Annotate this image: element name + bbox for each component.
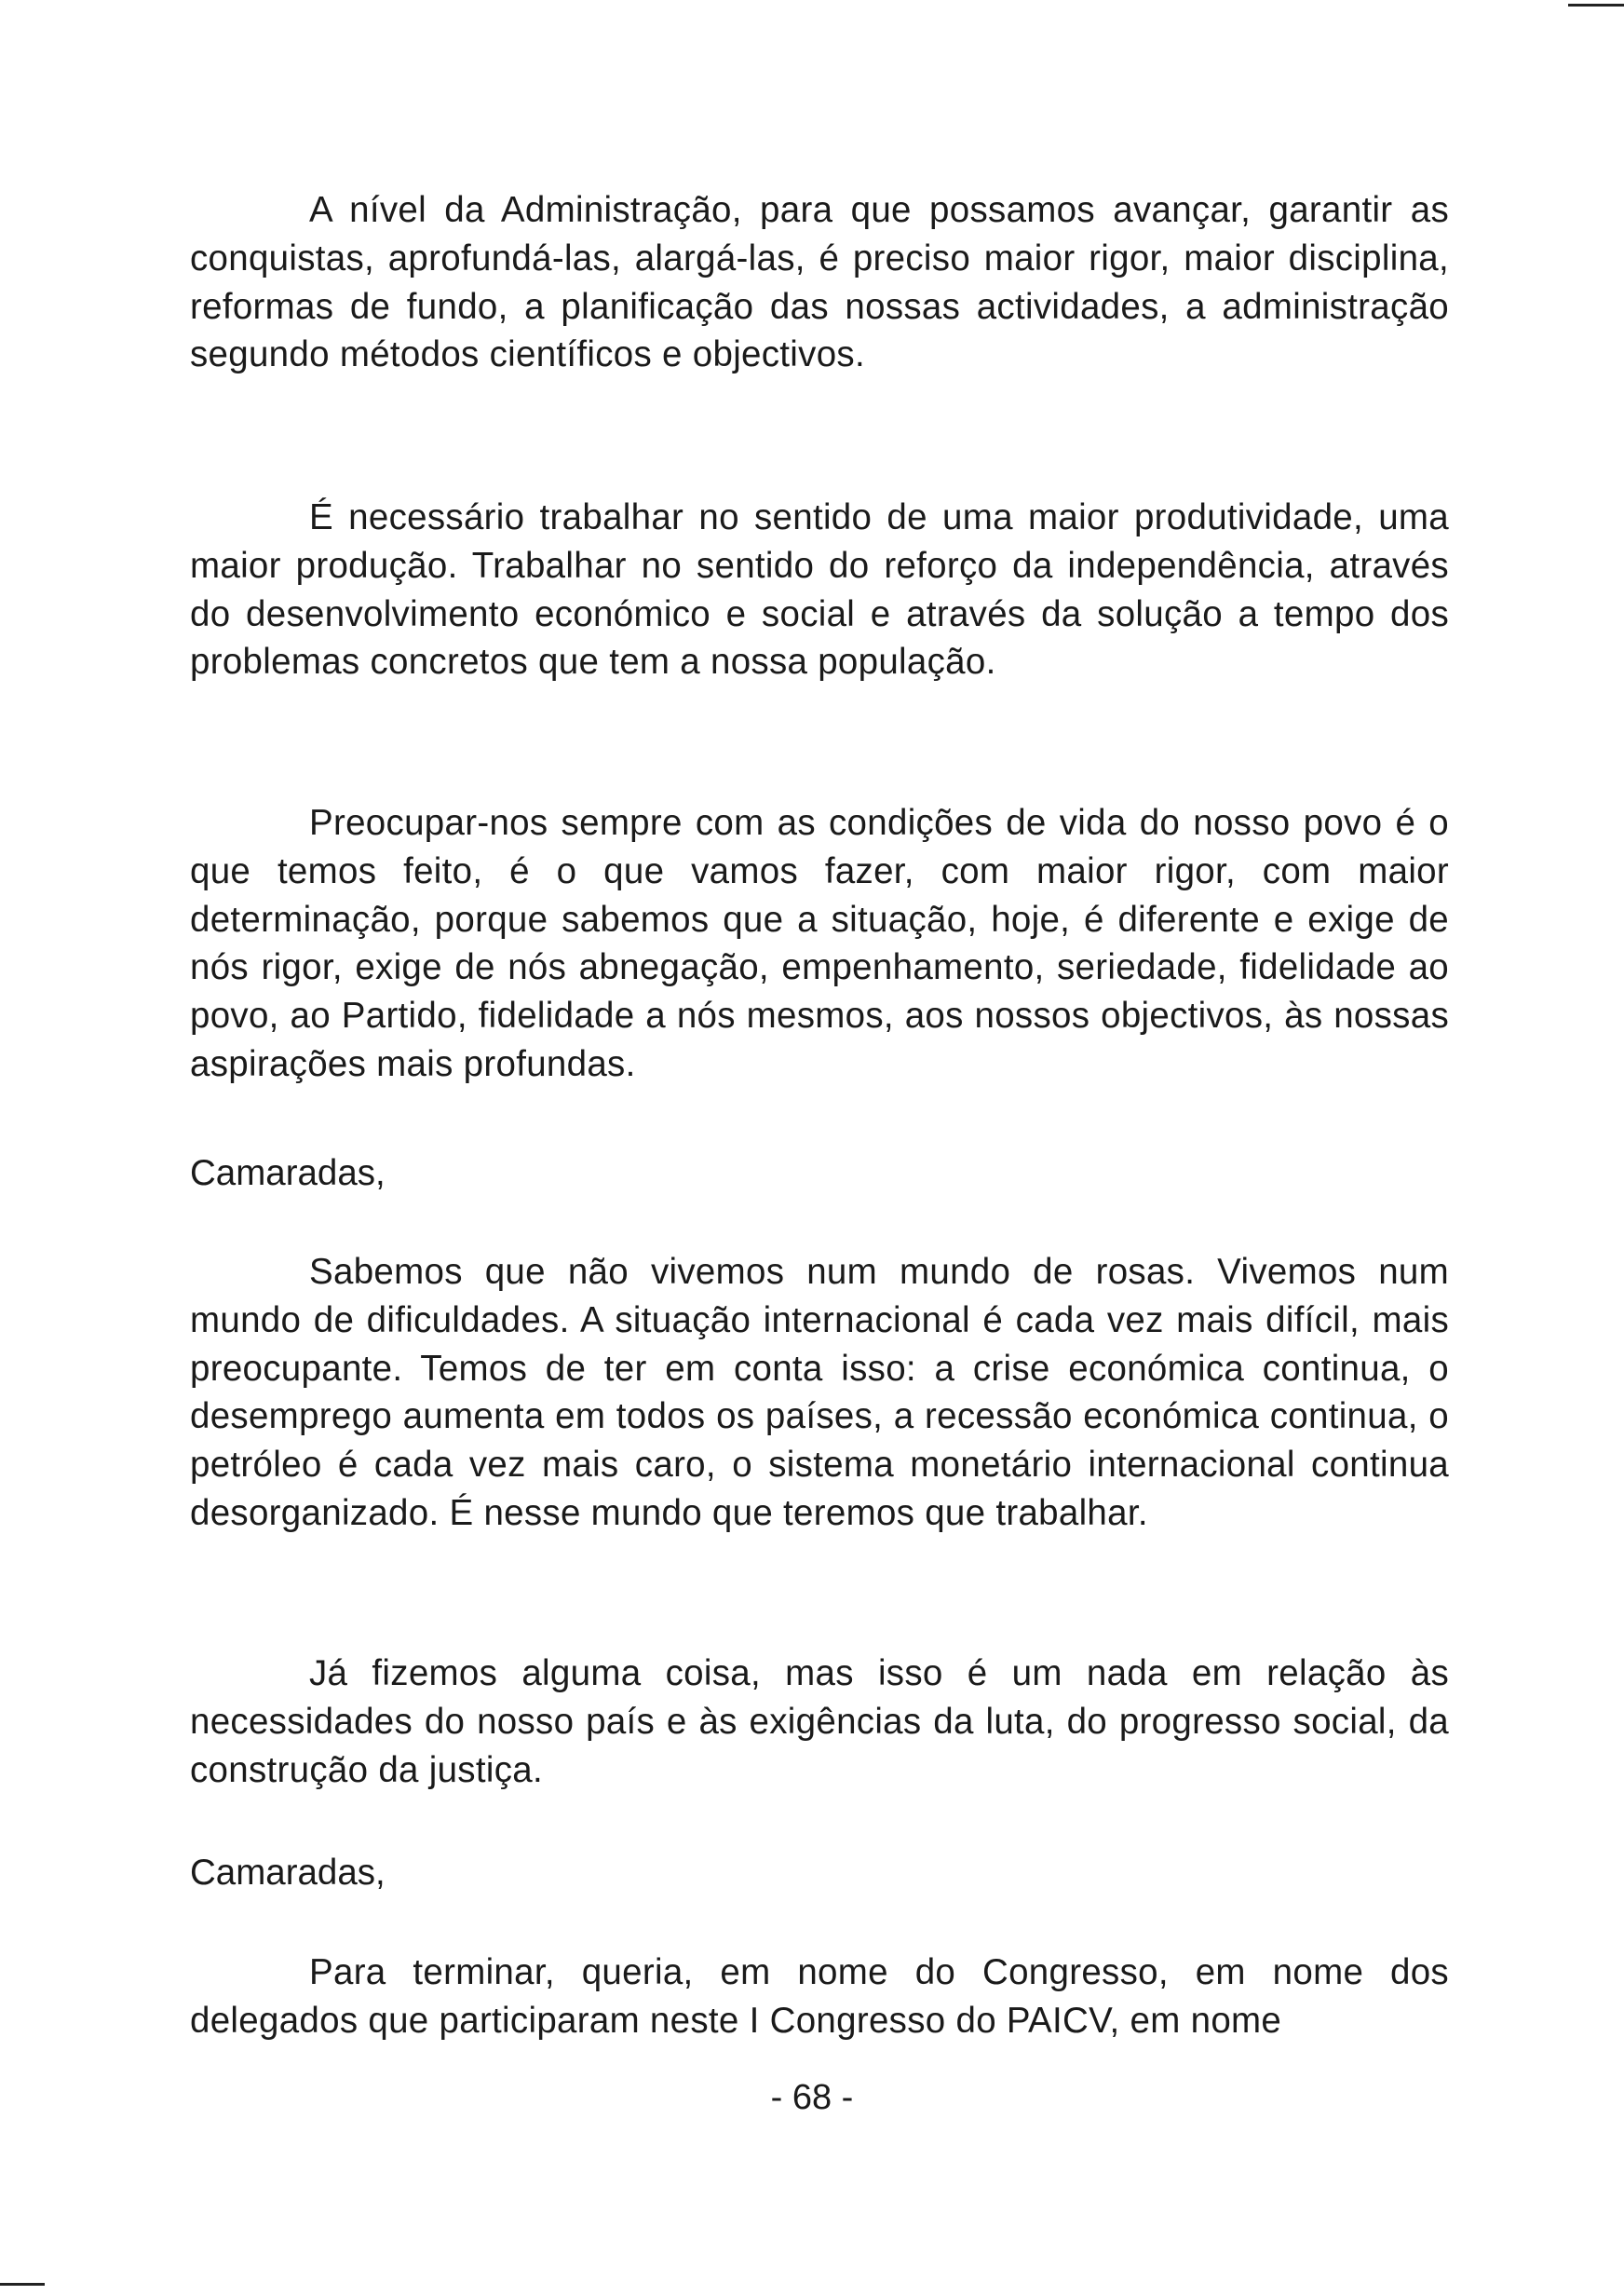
paragraph-administracao: A nível da Administração, para que possamos avançar, garantir as conquistas, aprofundá-las, alargá-las, é preciso maior rigor, maior disciplina, reformas de fundo, a planificação das nossas actividades, a administração segundo métodos científicos e objectivos. — [190, 190, 1449, 375]
paragraph-ja-fizemos: Já fizemos alguma coisa, mas isso é um nada em relação às necessidades do nosso país e às exigências da luta, do progresso social, da construção da justiça. — [190, 1653, 1449, 1790]
paragraph-condicoes-de-vida: Preocupar-nos sempre com as condições de vida do nosso povo é o que temos feito, é o que vamos fazer, com maior rigor, com maior determinação, porque sabemos que a situação, hoje, é diferente e exige de nós rigor, exige de nós abnegação, empenhamento, seriedade, fidelidade ao povo, ao Partido, fidelidade a nós mesmos, aos nossos objectivos, às nossas aspirações mais profundas. — [190, 803, 1449, 1084]
salutation-camaradas: Camaradas, — [190, 1153, 386, 1193]
paragraph-situacao-internacional: Sabemos que não vivemos num mundo de rosas. Vivemos num mundo de dificuldades. A situação internacional é cada vez mais difícil, mais preocupante. Temos de ter em conta isso: a crise económica continua, o desemprego aumenta em todos os países, a recessão económica continua, o petróleo é cada vez mais caro, o sistema monetário internacional continua desorganizado. É nesse mundo que teremos que trabalhar. — [190, 1252, 1449, 1533]
scan-edge-mark-bottom — [0, 2283, 45, 2286]
salutation-camaradas-2: Camaradas, — [190, 1853, 386, 1893]
paragraph-produtividade: É necessário trabalhar no sentido de uma maior produtividade, uma maior produção. Trabalhar no sentido do reforço da independência, através do desenvolvimento económico e social e através da solução a tempo dos problemas concretos que tem a nossa população. — [190, 497, 1449, 683]
scan-edge-mark — [1568, 4, 1624, 7]
page-number: - 68 - — [770, 2078, 854, 2117]
paragraph-para-terminar: Para terminar, queria, em nome do Congresso, em nome dos delegados que participaram neste I Congresso do PAICV, em nome — [190, 1952, 1449, 2041]
